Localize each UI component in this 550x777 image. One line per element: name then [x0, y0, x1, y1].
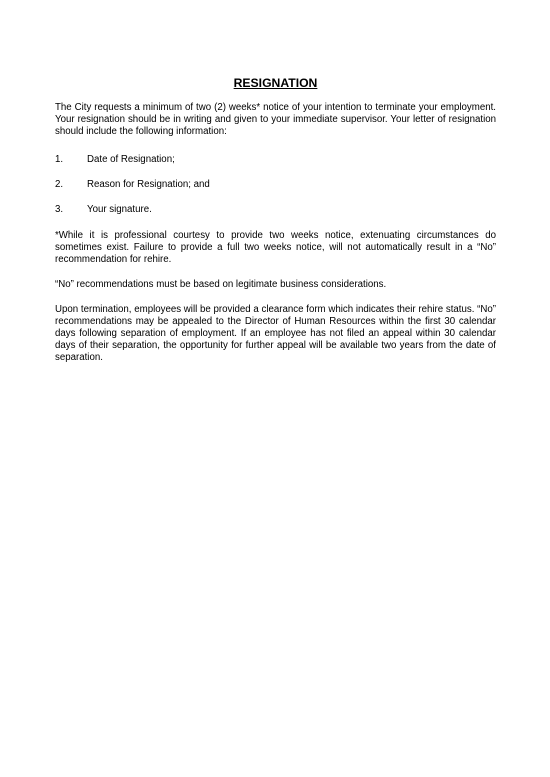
list-item-number: 1. — [55, 154, 64, 166]
no-recommendation-paragraph: “No” recommendations must be based on legitimate business considerations. — [55, 278, 387, 290]
list-item-text: Date of Resignation; — [87, 154, 175, 166]
list-item — [55, 204, 496, 216]
list-item — [55, 179, 496, 191]
requirements-list — [55, 154, 496, 216]
list-item-number: 2. — [55, 179, 64, 191]
list-item-text: Reason for Resignation; and — [87, 179, 210, 191]
document-title: RESIGNATION — [233, 76, 318, 90]
list-item — [55, 154, 496, 166]
intro-paragraph: The City requests a minimum of two (2) weeks* notice of your intention to terminate your employment. Your resignation should be in writing and given to your immediate supervisor. Your letter of resignation should include the following information: — [55, 102, 496, 138]
footnote-paragraph: *While it is professional courtesy to provide two weeks notice, extenuating circumstances do sometimes exist. Failure to provide a full two weeks notice, will not automatically result in a “No” recommendation for rehire. — [55, 229, 496, 265]
termination-paragraph: Upon termination, employees will be provided a clearance form which indicates their rehire status. “No” recommendations may be appealed to the Director of Human Resources within the first 30 calendar days following separation of employment. If an employee has not filed an appeal within 30 calendar days of their separation, the opportunity for further appeal will be available two years from the date of separation. — [55, 303, 496, 364]
document-page — [55, 76, 496, 364]
list-item-text: Your signature. — [87, 204, 152, 216]
list-item-number: 3. — [55, 204, 64, 216]
